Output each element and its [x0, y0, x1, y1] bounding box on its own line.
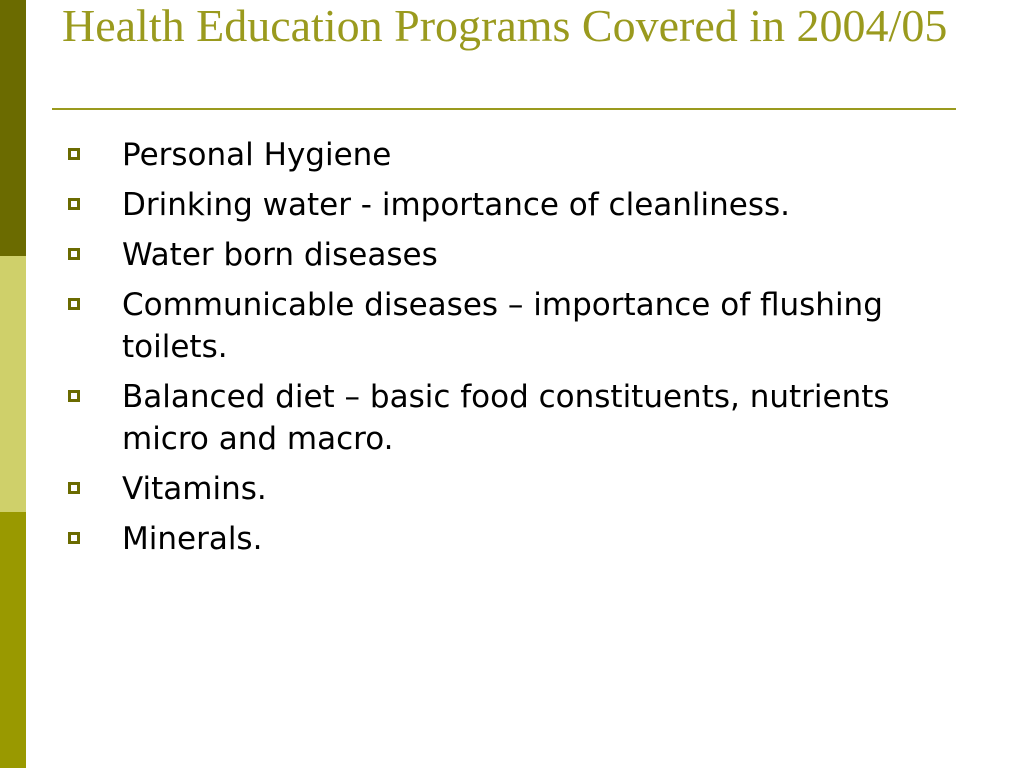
bullet-text: Communicable diseases – importance of flushing toilets. — [122, 287, 883, 365]
square-bullet-icon — [68, 148, 80, 160]
bullet-text: Drinking water - importance of cleanliness. — [122, 187, 791, 223]
bullet-item-balanced-diet — [62, 376, 962, 460]
bullet-item-vitamins — [62, 468, 962, 510]
bullet-item-drinking-water — [62, 184, 962, 226]
slide-title: Health Education Programs Covered in 2004/05 — [62, 0, 948, 51]
square-bullet-icon — [68, 482, 80, 494]
bullet-item-water-born-diseases — [62, 234, 962, 276]
side-decoration-bar — [0, 0, 26, 768]
square-bullet-icon — [68, 390, 80, 402]
bullet-text: Vitamins. — [122, 471, 267, 507]
bullet-item-minerals — [62, 518, 962, 560]
square-bullet-icon — [68, 198, 80, 210]
title-underline — [52, 108, 956, 110]
square-bullet-icon — [68, 248, 80, 260]
side-bar-segment-light — [0, 256, 26, 512]
side-bar-segment-dark — [0, 0, 26, 256]
square-bullet-icon — [68, 532, 80, 544]
side-bar-segment-olive — [0, 512, 26, 768]
square-bullet-icon — [68, 298, 80, 310]
bullet-item-communicable-diseases — [62, 284, 962, 368]
bullet-text: Water born diseases — [122, 237, 438, 273]
bullet-text: Personal Hygiene — [122, 137, 392, 173]
bullet-text: Minerals. — [122, 521, 263, 557]
bullet-text: Balanced diet – basic food constituents, nutrients micro and macro. — [122, 379, 890, 457]
bullet-item-personal-hygiene — [62, 134, 962, 176]
bullet-list — [62, 134, 962, 568]
